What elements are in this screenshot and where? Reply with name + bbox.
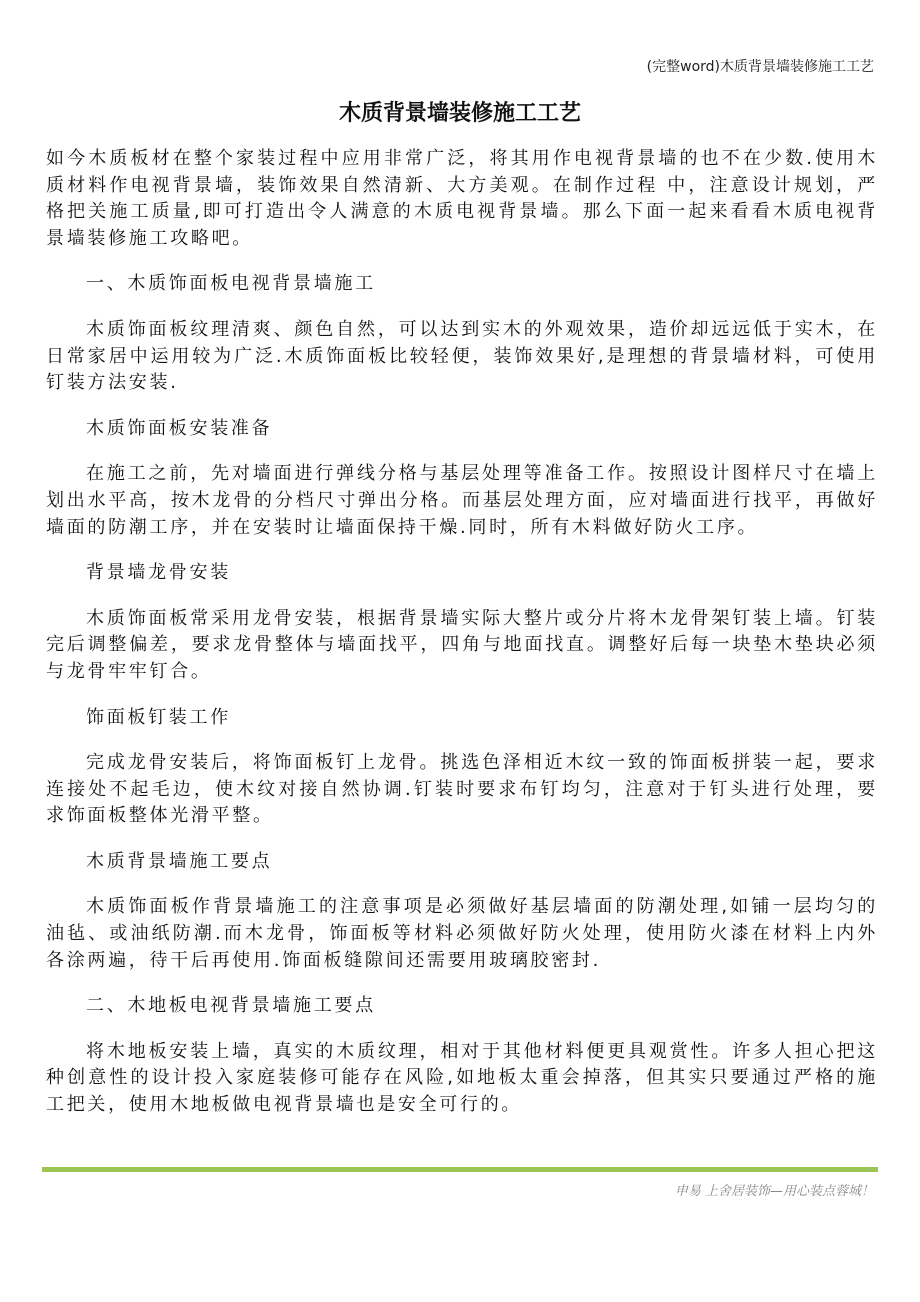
- section-heading: 背景墙龙骨安装: [86, 562, 231, 584]
- paragraph: 木质饰面板作背景墙施工的注意事项是必须做好基层墙面的防潮处理,如铺一层均匀的油毡、或油纸防潮.而木龙骨，饰面板等材料必须做好防火处理，使用防火漆在材料上内外各涂两遍，待干后再使用.饰面板缝隙间还需要用玻璃胶密封.: [46, 896, 878, 971]
- document-title: 木质背景墙装修施工工艺: [338, 101, 581, 126]
- section-heading: 饰面板钉装工作: [86, 706, 231, 728]
- page-footer: 申易 上舍居装饰—用心装点蓉城！: [674, 1184, 874, 1199]
- section-heading: 木质饰面板安装准备: [86, 417, 273, 439]
- paragraph: 完成龙骨安装后，将饰面板钉上龙骨。挑选色泽相近木纹一致的饰面板拼装一起，要求连接处不起毛边，使木纹对接自然协调.钉装时要求布钉均匀，注意对于钉头进行处理，要求饰面板整体光滑平整。: [46, 752, 878, 827]
- paragraph: 木质饰面板常采用龙骨安装，根据背景墙实际大整片或分片将木龙骨架钉装上墙。钉装完后调整偏差，要求龙骨整体与墙面找平，四角与地面找直。调整好后每一块垫木垫块必须与龙骨牢牢钉合。: [46, 607, 878, 682]
- section-heading: 二、木地板电视背景墙施工要点: [86, 995, 376, 1017]
- section-heading: 一、木质饰面板电视背景墙施工: [86, 273, 376, 295]
- page-header: (完整word)木质背景墙装修施工工艺: [646, 59, 874, 75]
- footer-divider: [42, 1167, 878, 1172]
- document-body: [46, 146, 878, 1138]
- paragraph: 在施工之前，先对墙面进行弹线分格与基层处理等准备工作。按照设计图样尺寸在墙上划出水平高，按木龙骨的分档尺寸弹出分格。而基层处理方面，应对墙面进行找平，再做好墙面的防潮工序，并在安装时让墙面保持干燥.同时，所有木料做好防火工序。: [46, 463, 878, 538]
- intro-paragraph: 如今木质板材在整个家装过程中应用非常广泛，将其用作电视背景墙的也不在少数.使用木质材料作电视背景墙，装饰效果自然清新、大方美观。在制作过程 中，注意设计规划，严格把关施工质量,即可打造出令人满意的木质电视背景墙。那么下面一起来看看木质电视背景墙装修施工攻略吧。: [46, 148, 878, 249]
- paragraph: 将木地板安装上墙，真实的木质纹理，相对于其他材料便更具观赏性。许多人担心把这种创意性的设计投入家庭装修可能存在风险,如地板太重会掉落，但其实只要通过严格的施工把关，使用木地板做电视背景墙也是安全可行的。: [46, 1040, 878, 1116]
- paragraph: 木质饰面板纹理清爽、颜色自然，可以达到实木的外观效果，造价却远远低于实木，在日常家居中运用较为广泛.木质饰面板比较轻便，装饰效果好,是理想的背景墙材料，可使用钉装方法安装.: [46, 318, 878, 394]
- section-heading: 木质背景墙施工要点: [86, 850, 273, 872]
